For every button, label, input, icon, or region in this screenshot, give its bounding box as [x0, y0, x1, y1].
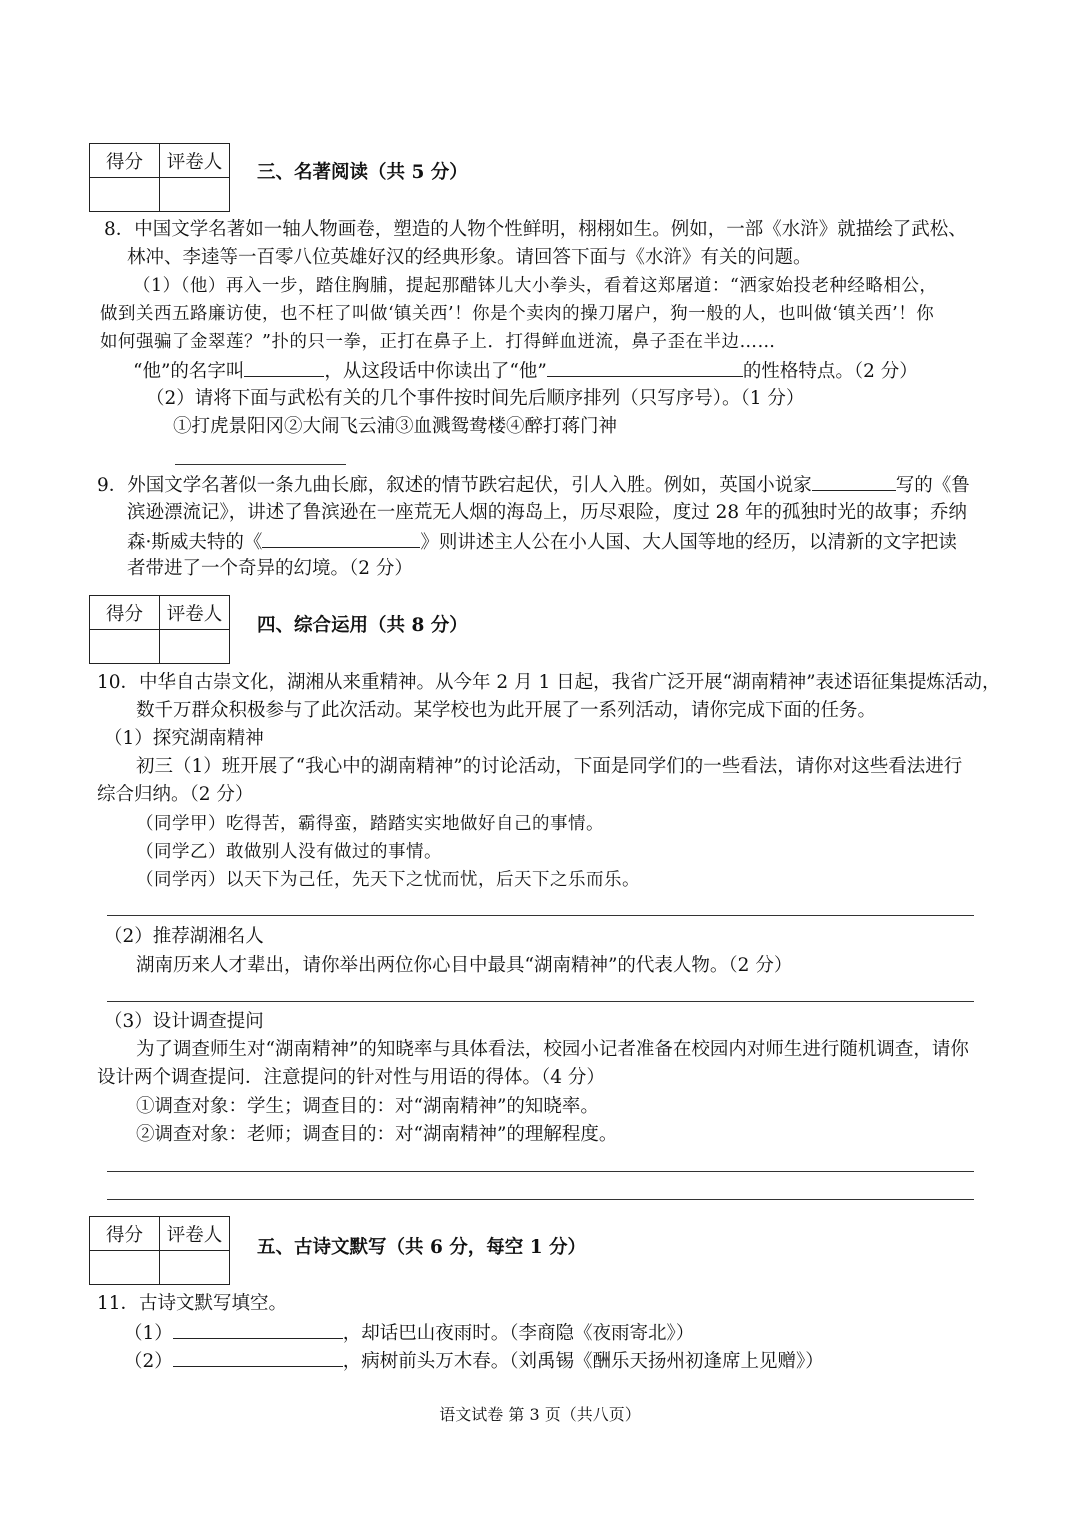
- q9-line3-prefix: 森·斯威夫特的《: [127, 532, 263, 553]
- q8-trait-blank[interactable]: [547, 356, 743, 377]
- section3-title: 三、名著阅读（共 5 分）: [257, 162, 468, 183]
- q10-part3-answer-line-1[interactable]: [107, 1171, 974, 1172]
- q8-stem-line2: 林冲、李逵等一百零八位英雄好汉的经典形象。请回答下面与《水浒》有关的问题。: [127, 247, 812, 268]
- grader-label: 评卷人: [160, 596, 230, 630]
- q10-part3-line2: 设计两个调查提问．注意提问的针对性与用语的得体。（4 分）: [97, 1067, 605, 1088]
- q10-part2-title: （2）推荐湖湘名人: [104, 926, 264, 947]
- q11-item-1: [124, 1318, 694, 1348]
- q10-part2-line: 湖南历来人才辈出，请你举出两位你心目中最具“湖南精神”的代表人物。（2 分）: [136, 955, 793, 976]
- q9-line1-prefix: 9．外国文学名著似一条九曲长廊，叙述的情节跌宕起伏，引人入胜。例如，英国小说家: [97, 475, 812, 496]
- q8-passage-line2: 做到关西五路廉访使，也不枉了叫做‘镇关西’！你是个卖肉的操刀屠户，狗一般的人，也叫做‘镇关西’！你: [100, 304, 935, 324]
- q9-line2: 滨逊漂流记》，讲述了鲁滨逊在一座荒无人烟的海岛上，历尽艰险，度过 28 年的孤独时光的故事；乔纳: [127, 502, 968, 523]
- q11-stem: 11．古诗文默写填空。: [97, 1293, 288, 1314]
- q10-opinion-a: （同学甲）吃得苦，霸得蛮，踏踏实实地做好自己的事情。: [136, 814, 604, 834]
- score-input-cell[interactable]: [90, 178, 160, 212]
- score-label: 得分: [90, 596, 160, 630]
- q10-survey-2: ②调查对象：老师；调查目的：对“湖南精神”的理解程度。: [136, 1124, 618, 1145]
- q10-line2: 数千万群众积极参与了此次活动。某学校也为此开展了一系列活动，请你完成下面的任务。: [136, 700, 877, 721]
- q8-sub1-middle: ，从这段话中你读出了“他”: [324, 361, 547, 382]
- q10-opinion-b: （同学乙）敢做别人没有做过的事情。: [136, 842, 442, 862]
- q10-survey-1: ①调查对象：学生；调查目的：对“湖南精神”的知晓率。: [136, 1096, 599, 1117]
- score-input-cell[interactable]: [90, 1251, 160, 1285]
- score-box-section5: [89, 1216, 230, 1285]
- q8-name-blank[interactable]: [244, 356, 324, 377]
- q11-item-2-number: （2）: [124, 1351, 173, 1372]
- q8-sub1-suffix: 的性格特点。（2 分）: [742, 361, 918, 382]
- q11-item-1-text: ，却话巴山夜雨时。（李商隐《夜雨寄北》）: [342, 1323, 695, 1344]
- score-label: 得分: [90, 1217, 160, 1251]
- q9-line1-suffix: 写的《鲁: [895, 475, 970, 496]
- grader-input-cell[interactable]: [160, 1251, 230, 1285]
- q10-opinion-c: （同学丙）以天下为己任，先天下之忧而忧，后天下之乐而乐。: [136, 870, 640, 890]
- grader-label: 评卷人: [160, 144, 230, 178]
- q9-line3: [127, 527, 957, 557]
- q10-part1-answer-line[interactable]: [107, 915, 974, 916]
- q10-line1: 10．中华自古崇文化，湖湘从来重精神。从今年 2 月 1 日起，我省广泛开展“湖南精神”表述语征集提炼活动，: [97, 672, 1001, 693]
- q8-sub1-prefix: “他”的名字叫: [133, 361, 245, 382]
- q8-passage-line1: （1）（他）再入一步，踏住胸脯，提起那醋钵儿大小拳头，看着这郑屠道：“洒家始投老种经略相公，: [133, 276, 938, 296]
- section4-title: 四、综合运用（共 8 分）: [257, 615, 468, 636]
- q8-sub1: [133, 356, 918, 386]
- score-box-section3: [89, 143, 230, 212]
- q10-part1-line1: 初三（1）班开展了“我心中的湖南精神”的讨论活动，下面是同学们的一些看法，请你对这些看法进行: [136, 756, 963, 777]
- score-input-cell[interactable]: [90, 630, 160, 664]
- q11-item-2: [124, 1346, 824, 1376]
- score-label: 得分: [90, 144, 160, 178]
- grader-input-cell[interactable]: [160, 178, 230, 212]
- q9-book-blank[interactable]: [262, 527, 420, 548]
- section5-title: 五、古诗文默写（共 6 分，每空 1 分）: [257, 1237, 587, 1258]
- q8-order-answer-line[interactable]: [175, 464, 346, 465]
- q11-item-1-number: （1）: [124, 1323, 173, 1344]
- q11-blank-2[interactable]: [173, 1346, 343, 1367]
- q10-part3-answer-line-2[interactable]: [107, 1199, 974, 1200]
- q11-item-2-text: ，病树前头万木春。（刘禹锡《酬乐天扬州初逢席上见赠》）: [342, 1351, 824, 1372]
- q8-sub2: （2）请将下面与武松有关的几个事件按时间先后顺序排列（只写序号）。（1 分）: [146, 388, 805, 409]
- q10-part3-title: （3）设计调查提问: [104, 1011, 264, 1032]
- q8-events: ①打虎景阳冈②大闹飞云浦③血溅鸳鸯楼④醉打蒋门神: [173, 416, 618, 437]
- q9-line4: 者带进了一个奇异的幻境。（2 分）: [127, 558, 413, 579]
- grader-input-cell[interactable]: [160, 630, 230, 664]
- q10-part2-answer-line[interactable]: [107, 1001, 974, 1002]
- q10-part1-line2: 综合归纳。（2 分）: [97, 784, 254, 805]
- grader-label: 评卷人: [160, 1217, 230, 1251]
- q9-author-blank[interactable]: [812, 470, 896, 491]
- q9-line3-suffix: 》则讲述主人公在小人国、大人国等地的经历，以清新的文字把读: [420, 532, 957, 553]
- q11-blank-1[interactable]: [173, 1318, 343, 1339]
- q10-part3-line1: 为了调查师生对“湖南精神”的知晓率与具体看法，校园小记者准备在校园内对师生进行随机调查，请你: [136, 1039, 969, 1060]
- q8-passage-line3: 如何强骗了金翠莲？”扑的只一拳，正打在鼻子上．打得鲜血迸流，鼻子歪在半边……: [100, 332, 776, 352]
- q8-stem-line1: 8．中国文学名著如一轴人物画卷，塑造的人物个性鲜明，栩栩如生。例如，一部《水浒》就描绘了武松、: [104, 219, 967, 240]
- page-footer: 语文试卷 第 3 页（共八页）: [439, 1405, 641, 1424]
- q10-part1-title: （1）探究湖南精神: [104, 728, 264, 749]
- score-box-section4: [89, 595, 230, 664]
- q9-line1: [97, 470, 970, 500]
